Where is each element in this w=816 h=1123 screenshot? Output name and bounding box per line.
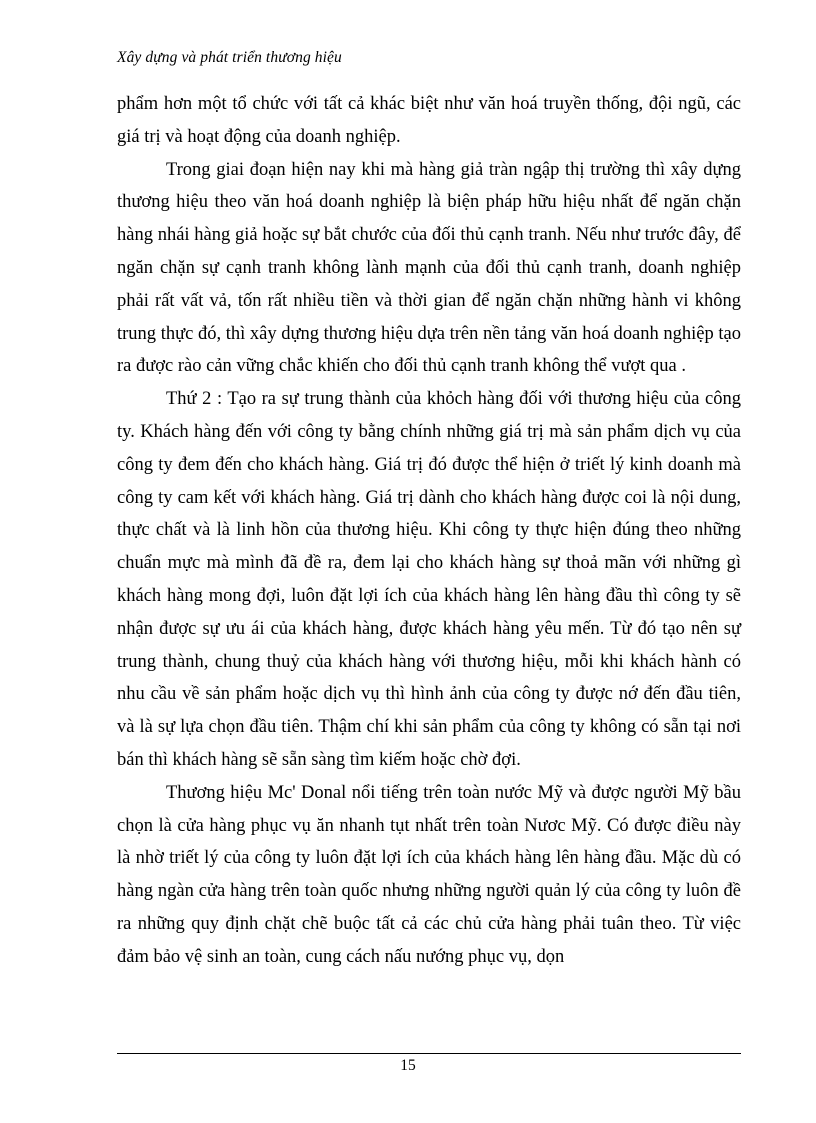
footer-divider bbox=[117, 1053, 741, 1054]
paragraph-customer-loyalty: Thứ 2 : Tạo ra sự trung thành của khỏch hàng đối với thương hiệu của công ty. Khách hàng đến với công ty bằng chính những giá trị mà sản phẩm dịch vụ của công ty đem đến cho khách hàng. Giá trị đó được thể hiện ở triết lý kinh doanh mà công ty cam kết với khách hàng. Giá trị dành cho khách hàng được coi là nội dung, thực chất và là linh hồn của thương hiệu. Khi công ty thực hiện đúng theo những chuẩn mực mà mình đã đề ra, đem lại cho khách hàng sự thoả mãn với những gì khách hàng mong đợi, luôn đặt lợi ích của khách hàng lên hàng đầu thì công ty sẽ nhận được sự ưu ái của khách hàng, được khách hàng yêu mến. Từ đó tạo nên sự trung thành, chung thuỷ của khách hàng với thương hiệu, mỗi khi khách hành có nhu cầu về sản phẩm hoặc dịch vụ thì hình ảnh của công ty được nớ đến đầu tiên, và là sự lựa chọn đầu tiên. Thậm chí khi sản phẩm của công ty không có sẵn tại nơi bán thì khách hàng sẽ sẵn sàng tìm kiếm hoặc chờ đợi. bbox=[117, 389, 741, 770]
page-number: 15 bbox=[400, 1057, 416, 1074]
running-header: Xây dựng và phát triển thương hiệu bbox=[117, 49, 342, 66]
paragraph-continuation: phẩm hơn một tổ chức với tất cả khác biệt như văn hoá truyền thống, đội ngũ, các giá trị và hoạt động của doanh nghiệp. bbox=[117, 94, 741, 147]
document-body bbox=[117, 88, 741, 974]
paragraph-brand-culture: Trong giai đoạn hiện nay khi mà hàng giả tràn ngập thị trường thì xây dựng thương hiệu theo văn hoá doanh nghiệp là biện pháp hữu hiệu nhất để ngăn chặn hàng nhái hàng giả hoặc sự bắt chước của đối thủ cạnh tranh. Nếu như trước đây, để ngăn chặn sự cạnh tranh không lành mạnh của đối thủ cạnh tranh, doanh nghiệp phải rất vất vả, tốn rất nhiều tiền và thời gian để ngăn chặn những hành vi không trung thực đó, thì xây dựng thương hiệu dựa trên nền tảng văn hoá doanh nghiệp tạo ra được rào cản vững chắc khiến cho đối thủ cạnh tranh không thể vượt qua . bbox=[117, 159, 741, 377]
paragraph-mcdonalds-example: Thương hiệu Mc' Donal nổi tiếng trên toàn nước Mỹ và được người Mỹ bầu chọn là cửa hàng phục vụ ăn nhanh tụt nhất trên toàn Nươc Mỹ. Có được điều này là nhờ triết lý của công ty luôn đặt lợi ích của khách hàng lên hàng đầu. Mặc dù có hàng ngàn cửa hàng trên toàn quốc nhưng những người quản lý của công ty luôn đề ra những quy định chặt chẽ buộc tất cả các chủ cửa hàng phải tuân theo. Từ việc đảm bảo vệ sinh an toàn, cung cách nấu nướng phục vụ, dọn bbox=[117, 782, 741, 967]
